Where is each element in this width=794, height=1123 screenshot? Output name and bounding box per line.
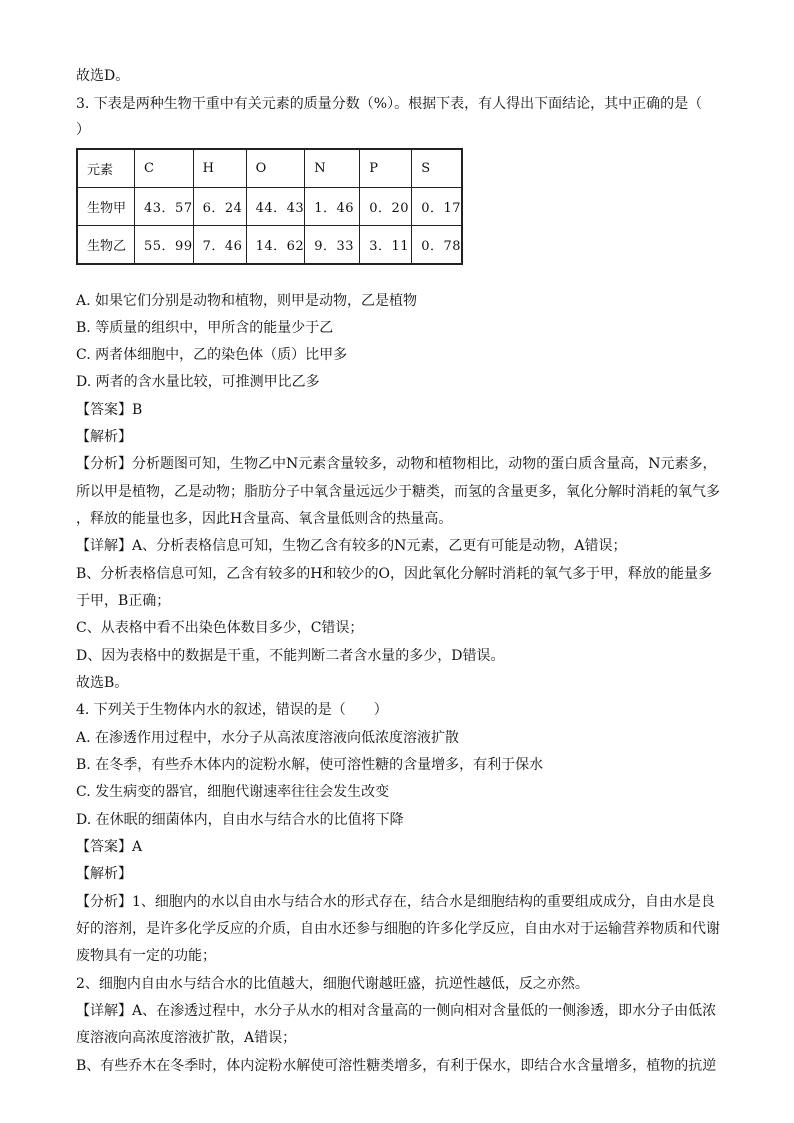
option-a: A. 在渗透作用过程中，水分子从高浓度溶液向低浓度溶液扩散	[76, 730, 460, 746]
question-3-stem: 3. 下表是两种生物干重中有关元素的质量分数（%）。根据下表，有人得出下面结论，其中正确的是（	[76, 96, 703, 112]
option-b: B. 在冬季，有些乔木体内的淀粉水解，使可溶性糖的含量增多，有利于保水	[76, 757, 544, 773]
table-cell: 9．33	[305, 226, 360, 265]
table-row	[77, 188, 462, 226]
table-header-cell: C	[135, 149, 194, 188]
analysis-line: ，释放的能量也多，因此H含量高、氧含量低则含的热量高。	[76, 511, 453, 527]
option-b: B. 等质量的组织中，甲所含的能量少于乙	[76, 320, 334, 336]
table-header-row	[77, 149, 462, 188]
table-cell: 0．78	[412, 226, 463, 265]
table-cell: 生物甲	[77, 188, 135, 226]
option-d: D. 在休眠的细菌体内，自由水与结合水的比值将下降	[76, 812, 404, 828]
option-c: C. 发生病变的器官，细胞代谢速率往往会发生改变	[76, 784, 390, 800]
analysis-line: 好的溶剂，是许多化学反应的介质，自由水还参与细胞的许多化学反应，自由水对于运输营养物质和代谢	[76, 921, 720, 937]
table-cell: 0．20	[360, 188, 412, 226]
table-cell: 1．46	[305, 188, 360, 226]
analysis-line: 废物具有一定的功能；	[76, 948, 216, 964]
detail-line: 【详解】A、分析表格信息可知，生物乙含有较多的N元素，乙更有可能是动物，A错误；	[76, 538, 627, 554]
analysis-line: 所以甲是植物，乙是动物；脂肪分子中氧含量远远少于糖类，而氢的含量更多，氧化分解时消耗的氧气多	[76, 484, 720, 500]
analysis-line: 2、细胞内自由水与结合水的比值越大，细胞代谢越旺盛，抗逆性越低，反之亦然。	[76, 976, 589, 992]
table-cell: 0．17	[412, 188, 463, 226]
explanation-label: 【解析】	[76, 429, 132, 445]
element-mass-table	[76, 148, 463, 265]
table-cell: 43．57	[135, 188, 194, 226]
table-cell: 44．43	[246, 188, 305, 226]
detail-line: 【详解】A、在渗透过程中，水分子从水的相对含量高的一侧向相对含量低的一侧渗透，即水分子由低浓	[76, 1003, 717, 1019]
detail-line: C、从表格中看不出染色体数目多少，C错误；	[76, 620, 364, 636]
table-row	[77, 226, 462, 265]
table-header-cell: H	[193, 149, 246, 188]
question-3-stem-end: ）	[76, 122, 90, 138]
detail-line: 度溶液向高浓度溶液扩散，A错误；	[76, 1030, 297, 1046]
option-a: A. 如果它们分别是动物和植物，则甲是动物，乙是植物	[76, 293, 418, 309]
detail-line: 于甲，B正确；	[76, 593, 171, 609]
conclusion-line: 故选B。	[76, 675, 129, 691]
detail-line: B、分析表格信息可知，乙含有较多的H和较少的O，因此氧化分解时消耗的氧气多于甲，释放的能量多	[76, 566, 712, 582]
question-4-stem: 4. 下列关于生物体内水的叙述，错误的是（ ）	[76, 702, 388, 718]
option-d: D. 两者的含水量比较，可推测甲比乙多	[76, 374, 320, 390]
explanation-label: 【解析】	[76, 866, 132, 882]
detail-line: B、有些乔木在冬季时，体内淀粉水解使可溶性糖类增多，有利于保水，即结合水含量增多，植物的抗逆	[76, 1058, 717, 1074]
table-header-cell: O	[246, 149, 305, 188]
table-header-cell: 元素	[77, 149, 135, 188]
table-header-cell: N	[305, 149, 360, 188]
table-cell: 3．11	[360, 226, 412, 265]
table-cell: 生物乙	[77, 226, 135, 265]
analysis-line: 【分析】分析题图可知，生物乙中N元素含量较多，动物和植物相比，动物的蛋白质含量高，N元素多，	[76, 456, 717, 472]
answer-label: 【答案】B	[76, 402, 143, 418]
analysis-line: 【分析】1、细胞内的水以自由水与结合水的形式存在，结合水是细胞结构的重要组成成分，自由水是良	[76, 894, 715, 910]
table-cell: 7．46	[193, 226, 246, 265]
table-header-cell: P	[360, 149, 412, 188]
detail-line: D、因为表格中的数据是干重，不能判断二者含水量的多少，D错误。	[76, 648, 505, 664]
table-cell: 14．62	[246, 226, 305, 265]
table-cell: 55．99	[135, 226, 194, 265]
option-c: C. 两者体细胞中，乙的染色体（质）比甲多	[76, 347, 348, 363]
table-header-cell: S	[412, 149, 463, 188]
text-line: 故选D。	[76, 68, 130, 84]
answer-label: 【答案】A	[76, 839, 143, 855]
table-cell: 6．24	[193, 188, 246, 226]
